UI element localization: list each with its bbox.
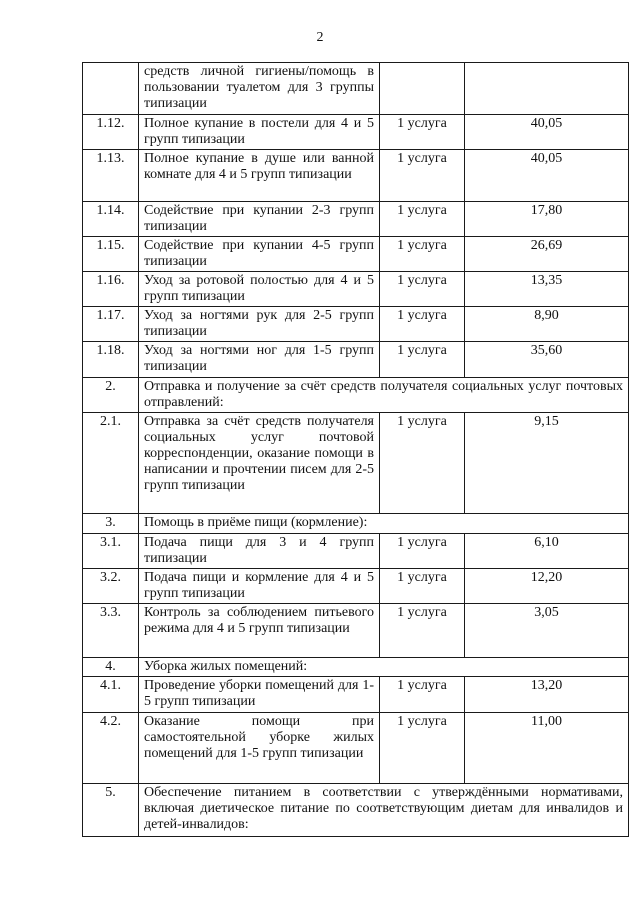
tariff-value: 35,60 [465,342,629,378]
row-number: 1.13. [83,150,139,202]
unit-of-measure: 1 услуга [380,677,465,713]
row-number: 3. [83,514,139,534]
table-row [83,658,629,677]
tariff-value: 8,90 [465,307,629,342]
row-number [83,63,139,115]
unit-of-measure: 1 услуга [380,202,465,237]
tariff-value: 12,20 [465,569,629,604]
table-row [83,784,629,837]
unit-of-measure: 1 услуга [380,413,465,514]
service-description: Содействие при купании 2-3 групп типизации [139,202,380,237]
row-number: 1.16. [83,272,139,307]
service-description: Полное купание в постели для 4 и 5 групп типизации [139,115,380,150]
services-table-body [83,63,629,837]
table-row [83,413,629,514]
row-number: 3.3. [83,604,139,658]
service-description: Подача пищи и кормление для 4 и 5 групп типизации [139,569,380,604]
table-row [83,150,629,202]
row-number: 2. [83,378,139,413]
table-row [83,569,629,604]
row-number: 2.1. [83,413,139,514]
tariff-value: 13,35 [465,272,629,307]
table-row [83,115,629,150]
tariff-value: 9,15 [465,413,629,514]
tariff-value [465,63,629,115]
unit-of-measure: 1 услуга [380,713,465,784]
table-row [83,272,629,307]
table-row [83,237,629,272]
table-row [83,514,629,534]
service-description: Полное купание в душе или ванной комнате для 4 и 5 групп типизации [139,150,380,202]
tariff-value: 40,05 [465,115,629,150]
unit-of-measure: 1 услуга [380,237,465,272]
tariff-value: 13,20 [465,677,629,713]
section-heading: Обеспечение питанием в соответствии с утверждёнными нормативами, включая диетическое питание по соответствующим диетам для инвалидов и детей-инвалидов: [139,784,629,837]
tariff-value: 26,69 [465,237,629,272]
row-number: 5. [83,784,139,837]
row-number: 4.2. [83,713,139,784]
service-description: Контроль за соблюдением питьевого режима для 4 и 5 групп типизации [139,604,380,658]
section-heading: Уборка жилых помещений: [139,658,629,677]
row-number: 1.17. [83,307,139,342]
service-description: средств личной гигиены/помощь в пользовании туалетом для 3 группы типизации [139,63,380,115]
services-table [82,62,629,837]
table-row [83,307,629,342]
unit-of-measure: 1 услуга [380,342,465,378]
table-row [83,604,629,658]
tariff-value: 6,10 [465,534,629,569]
tariff-value: 40,05 [465,150,629,202]
tariff-value: 17,80 [465,202,629,237]
unit-of-measure: 1 услуга [380,115,465,150]
row-number: 1.18. [83,342,139,378]
unit-of-measure: 1 услуга [380,307,465,342]
table-row [83,378,629,413]
service-description: Подача пищи для 3 и 4 групп типизации [139,534,380,569]
service-description: Уход за ногтями рук для 2-5 групп типизации [139,307,380,342]
section-heading: Помощь в приёме пищи (кормление): [139,514,629,534]
row-number: 3.1. [83,534,139,569]
table-row [83,677,629,713]
row-number: 1.15. [83,237,139,272]
unit-of-measure: 1 услуга [380,150,465,202]
row-number: 4. [83,658,139,677]
service-description: Содействие при купании 4-5 групп типизации [139,237,380,272]
row-number: 1.12. [83,115,139,150]
unit-of-measure: 1 услуга [380,534,465,569]
table-row [83,534,629,569]
unit-of-measure: 1 услуга [380,569,465,604]
service-description: Отправка за счёт средств получателя социальных услуг почтовой корреспонденции, оказание помощи в написании и прочтении писем для 2-5 групп типизации [139,413,380,514]
section-heading: Отправка и получение за счёт средств получателя социальных услуг почтовых отправлений: [139,378,629,413]
table-row [83,202,629,237]
unit-of-measure [380,63,465,115]
service-description: Оказание помощи при самостоятельной уборке жилых помещений для 1-5 групп типизации [139,713,380,784]
service-description: Уход за ногтями ног для 1-5 групп типизации [139,342,380,378]
unit-of-measure: 1 услуга [380,272,465,307]
table-row [83,63,629,115]
tariff-value: 11,00 [465,713,629,784]
page-number: 2 [316,30,324,45]
table-row [83,713,629,784]
service-description: Уход за ротовой полостью для 4 и 5 групп типизации [139,272,380,307]
table-row [83,342,629,378]
row-number: 4.1. [83,677,139,713]
row-number: 1.14. [83,202,139,237]
row-number: 3.2. [83,569,139,604]
tariff-value: 3,05 [465,604,629,658]
unit-of-measure: 1 услуга [380,604,465,658]
service-description: Проведение уборки помещений для 1-5 групп типизации [139,677,380,713]
